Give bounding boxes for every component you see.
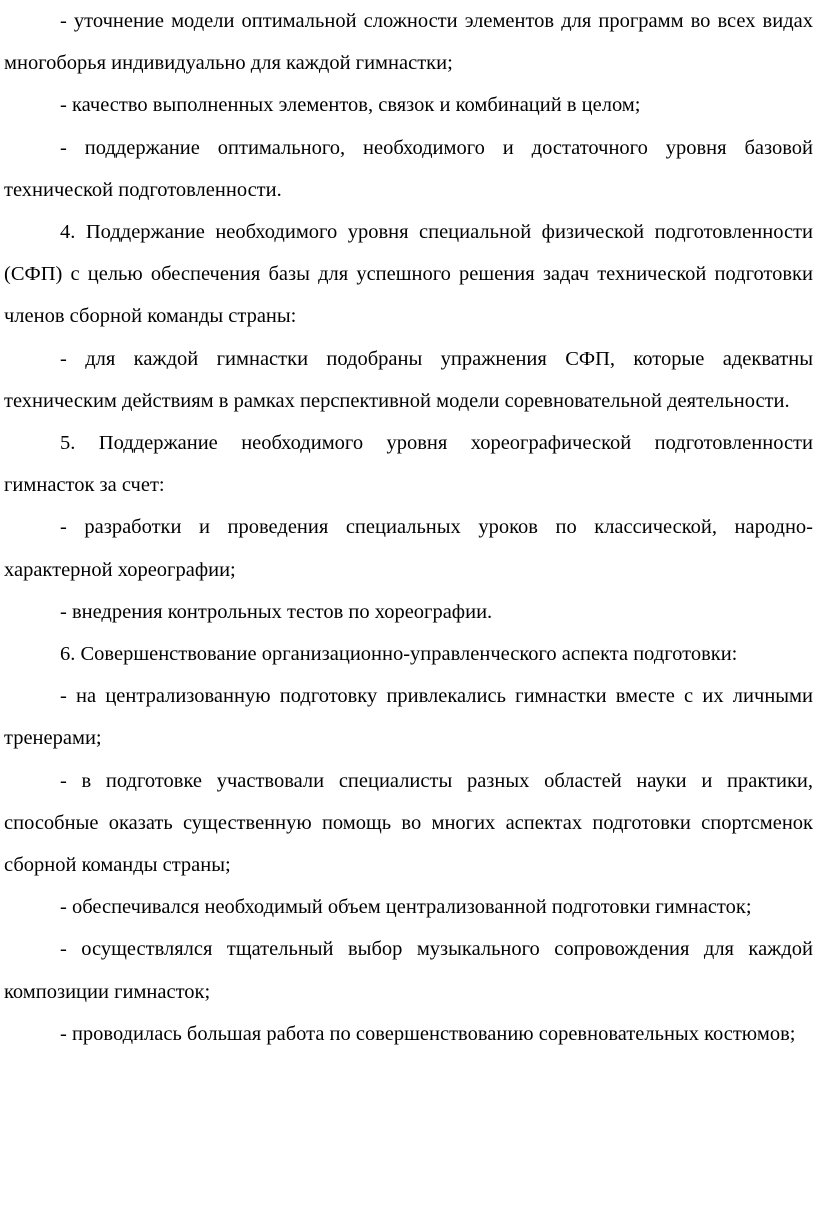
paragraph-10: - на централизованную подготовку привлекались гимнастки вместе с их личными тренерами;: [4, 685, 813, 750]
paragraph-12: - обеспечивался необходимый объем централизованной подготовки гимнасток;: [60, 896, 752, 919]
paragraph-7: - разработки и проведения специальных уроков по классической, народно-характерной хореографии;: [4, 516, 813, 581]
paragraph-4: 4. Поддержание необходимого уровня специальной физической подготовленности (СФП) с целью обеспечения базы для успешного решения задач технической подготовки членов сборной команды страны:: [4, 221, 813, 328]
paragraph-3: - поддержание оптимального, необходимого и достаточного уровня базовой технической подготовленности.: [4, 136, 813, 201]
paragraph-14: - проводилась большая работа по совершенствованию соревновательных костюмов;: [60, 1022, 796, 1045]
paragraph-2: - качество выполненных элементов, связок и комбинаций в целом;: [60, 94, 641, 117]
paragraph-13: - осуществлялся тщательный выбор музыкального сопровождения для каждой композиции гимнасток;: [4, 938, 813, 1003]
paragraph-11: - в подготовке участвовали специалисты разных областей науки и практики, способные оказать существенную помощь во многих аспектах подготовки спортсменок сборной команды страны;: [4, 769, 813, 877]
paragraph-9: 6. Совершенствование организационно-управленческого аспекта подготовки:: [60, 643, 738, 666]
paragraph-8: - внедрения контрольных тестов по хореографии.: [60, 600, 493, 623]
document-page: [4, 0, 813, 1055]
paragraph-1: - уточнение модели оптимальной сложности элементов для программ во всех видах многоборья индивидуально для каждой гимнастки;: [4, 10, 813, 75]
paragraph-6: 5. Поддержание необходимого уровня хореографической подготовленности гимнасток за счет:: [4, 432, 813, 497]
paragraph-5: - для каждой гимнастки подобраны упражнения СФП, которые адекватны техническим действиям в рамках перспективной модели соревновательной деятельности.: [4, 347, 813, 412]
